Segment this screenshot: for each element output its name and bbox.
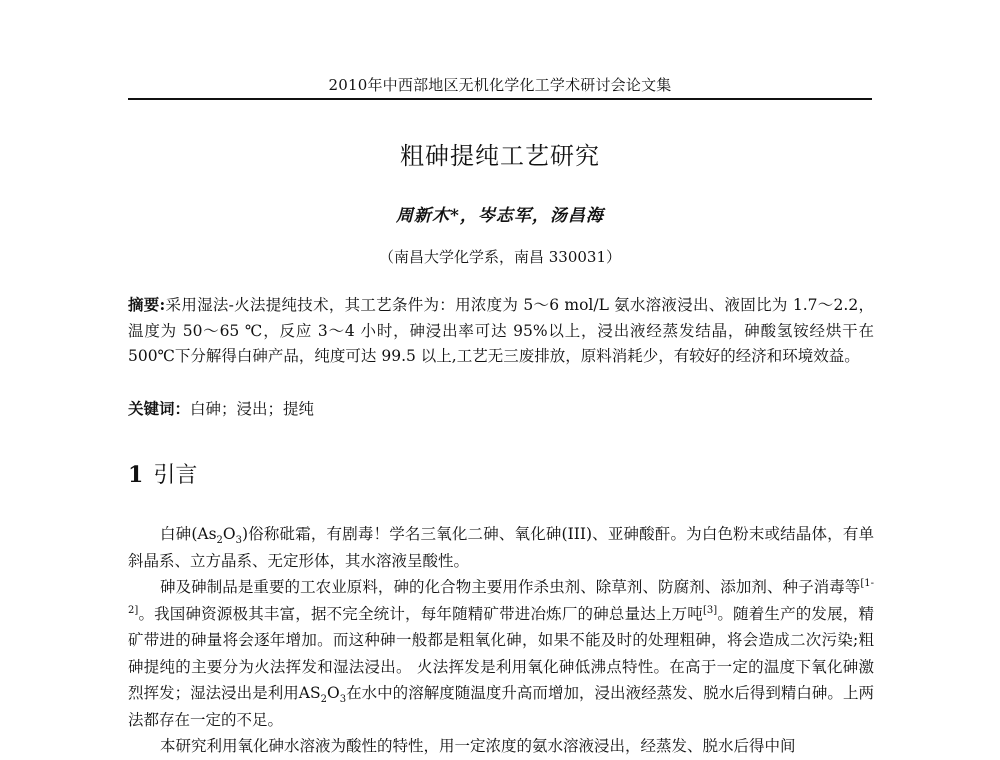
paper-authors: 周新木*，岑志军，汤昌海 <box>396 206 604 226</box>
text-run: O <box>326 684 340 702</box>
running-header-text: 2010年中西部地区无机化学化工学术研讨会论文集 <box>328 76 672 94</box>
paragraph-2 <box>128 574 874 733</box>
citation: [3] <box>702 604 718 616</box>
text-run: 在水中的溶解度随温度升高而增加，浸出液经蒸发、脱水后得到精白砷。上两法都存在一定的不足。 <box>128 684 874 729</box>
abstract <box>128 292 874 370</box>
abstract-text: 采用湿法-火法提纯技术，其工艺条件为：用浓度为 5～6 mol/L 氨水溶液浸出、液固比为 1.7～2.2，温度为 50～65 ℃，反应 3～4 小时，砷浸出率可达 95%以上，浸出液经蒸发结晶，砷酸氢铵经烘干在 500℃下分解得白砷产品，纯度可达 99.5 以上,工艺无三废排放，原料消耗少，有较好的经济和环境效益。 <box>128 296 874 365</box>
citation: [1-2] <box>128 577 874 616</box>
subscript: 3 <box>235 535 242 547</box>
text-run: )俗称砒霜，有剧毒！学名三氧化二砷、氧化砷(III)、亚砷酸酐。为白色粉末或结晶体，有单斜晶系、立方晶系、无定形体，其水溶液呈酸性。 <box>128 525 874 570</box>
subscript: 2 <box>320 694 327 706</box>
running-header <box>128 70 872 100</box>
paper-title: 粗砷提纯工艺研究 <box>400 142 600 170</box>
text-run: 。我国砷资源极其丰富，据不完全统计，每年随精矿带进冶炼厂的砷总量达上万吨 <box>138 604 703 623</box>
subscript: 3 <box>339 694 347 706</box>
text-run: O <box>222 525 236 543</box>
paragraph-3: 本研究利用氧化砷水溶液为酸性的特性，用一定浓度的氨水溶液浸出，经蒸发、脱水后得中间 <box>160 737 796 755</box>
text-run: 。随着生产的发展，精矿带进的砷量将会逐年增加。而这种砷一般都是粗氧化砷，如果不能及时的处理粗砷，将会造成二次污染;粗砷提纯的主要分为火法挥发和湿法浸出。 火法挥发是利用氧化砷低沸点特性。在高于一定的温度下氧化砷激烈挥发；湿法浸出是利用AS <box>128 604 874 702</box>
keywords-text: 白砷；浸出；提纯 <box>190 400 315 418</box>
body-text <box>128 521 874 760</box>
paragraph-1 <box>128 521 874 574</box>
paper-affiliation: （南昌大学化学系，南昌 330031） <box>378 248 622 266</box>
keywords-label: 关键词： <box>128 399 191 418</box>
section-heading <box>128 458 197 489</box>
section-number: 1 <box>128 462 144 488</box>
section-title: 引言 <box>153 463 198 488</box>
keywords <box>128 396 874 422</box>
text-run: 砷及砷制品是重要的工农业原料，砷的化合物主要用作杀虫剂、除草剂、防腐剂、添加剂、种子消毒等 <box>160 578 861 596</box>
subscript: 2 <box>216 535 223 547</box>
text-run: 白砷(As <box>160 525 217 543</box>
abstract-label: 摘要: <box>128 295 166 314</box>
